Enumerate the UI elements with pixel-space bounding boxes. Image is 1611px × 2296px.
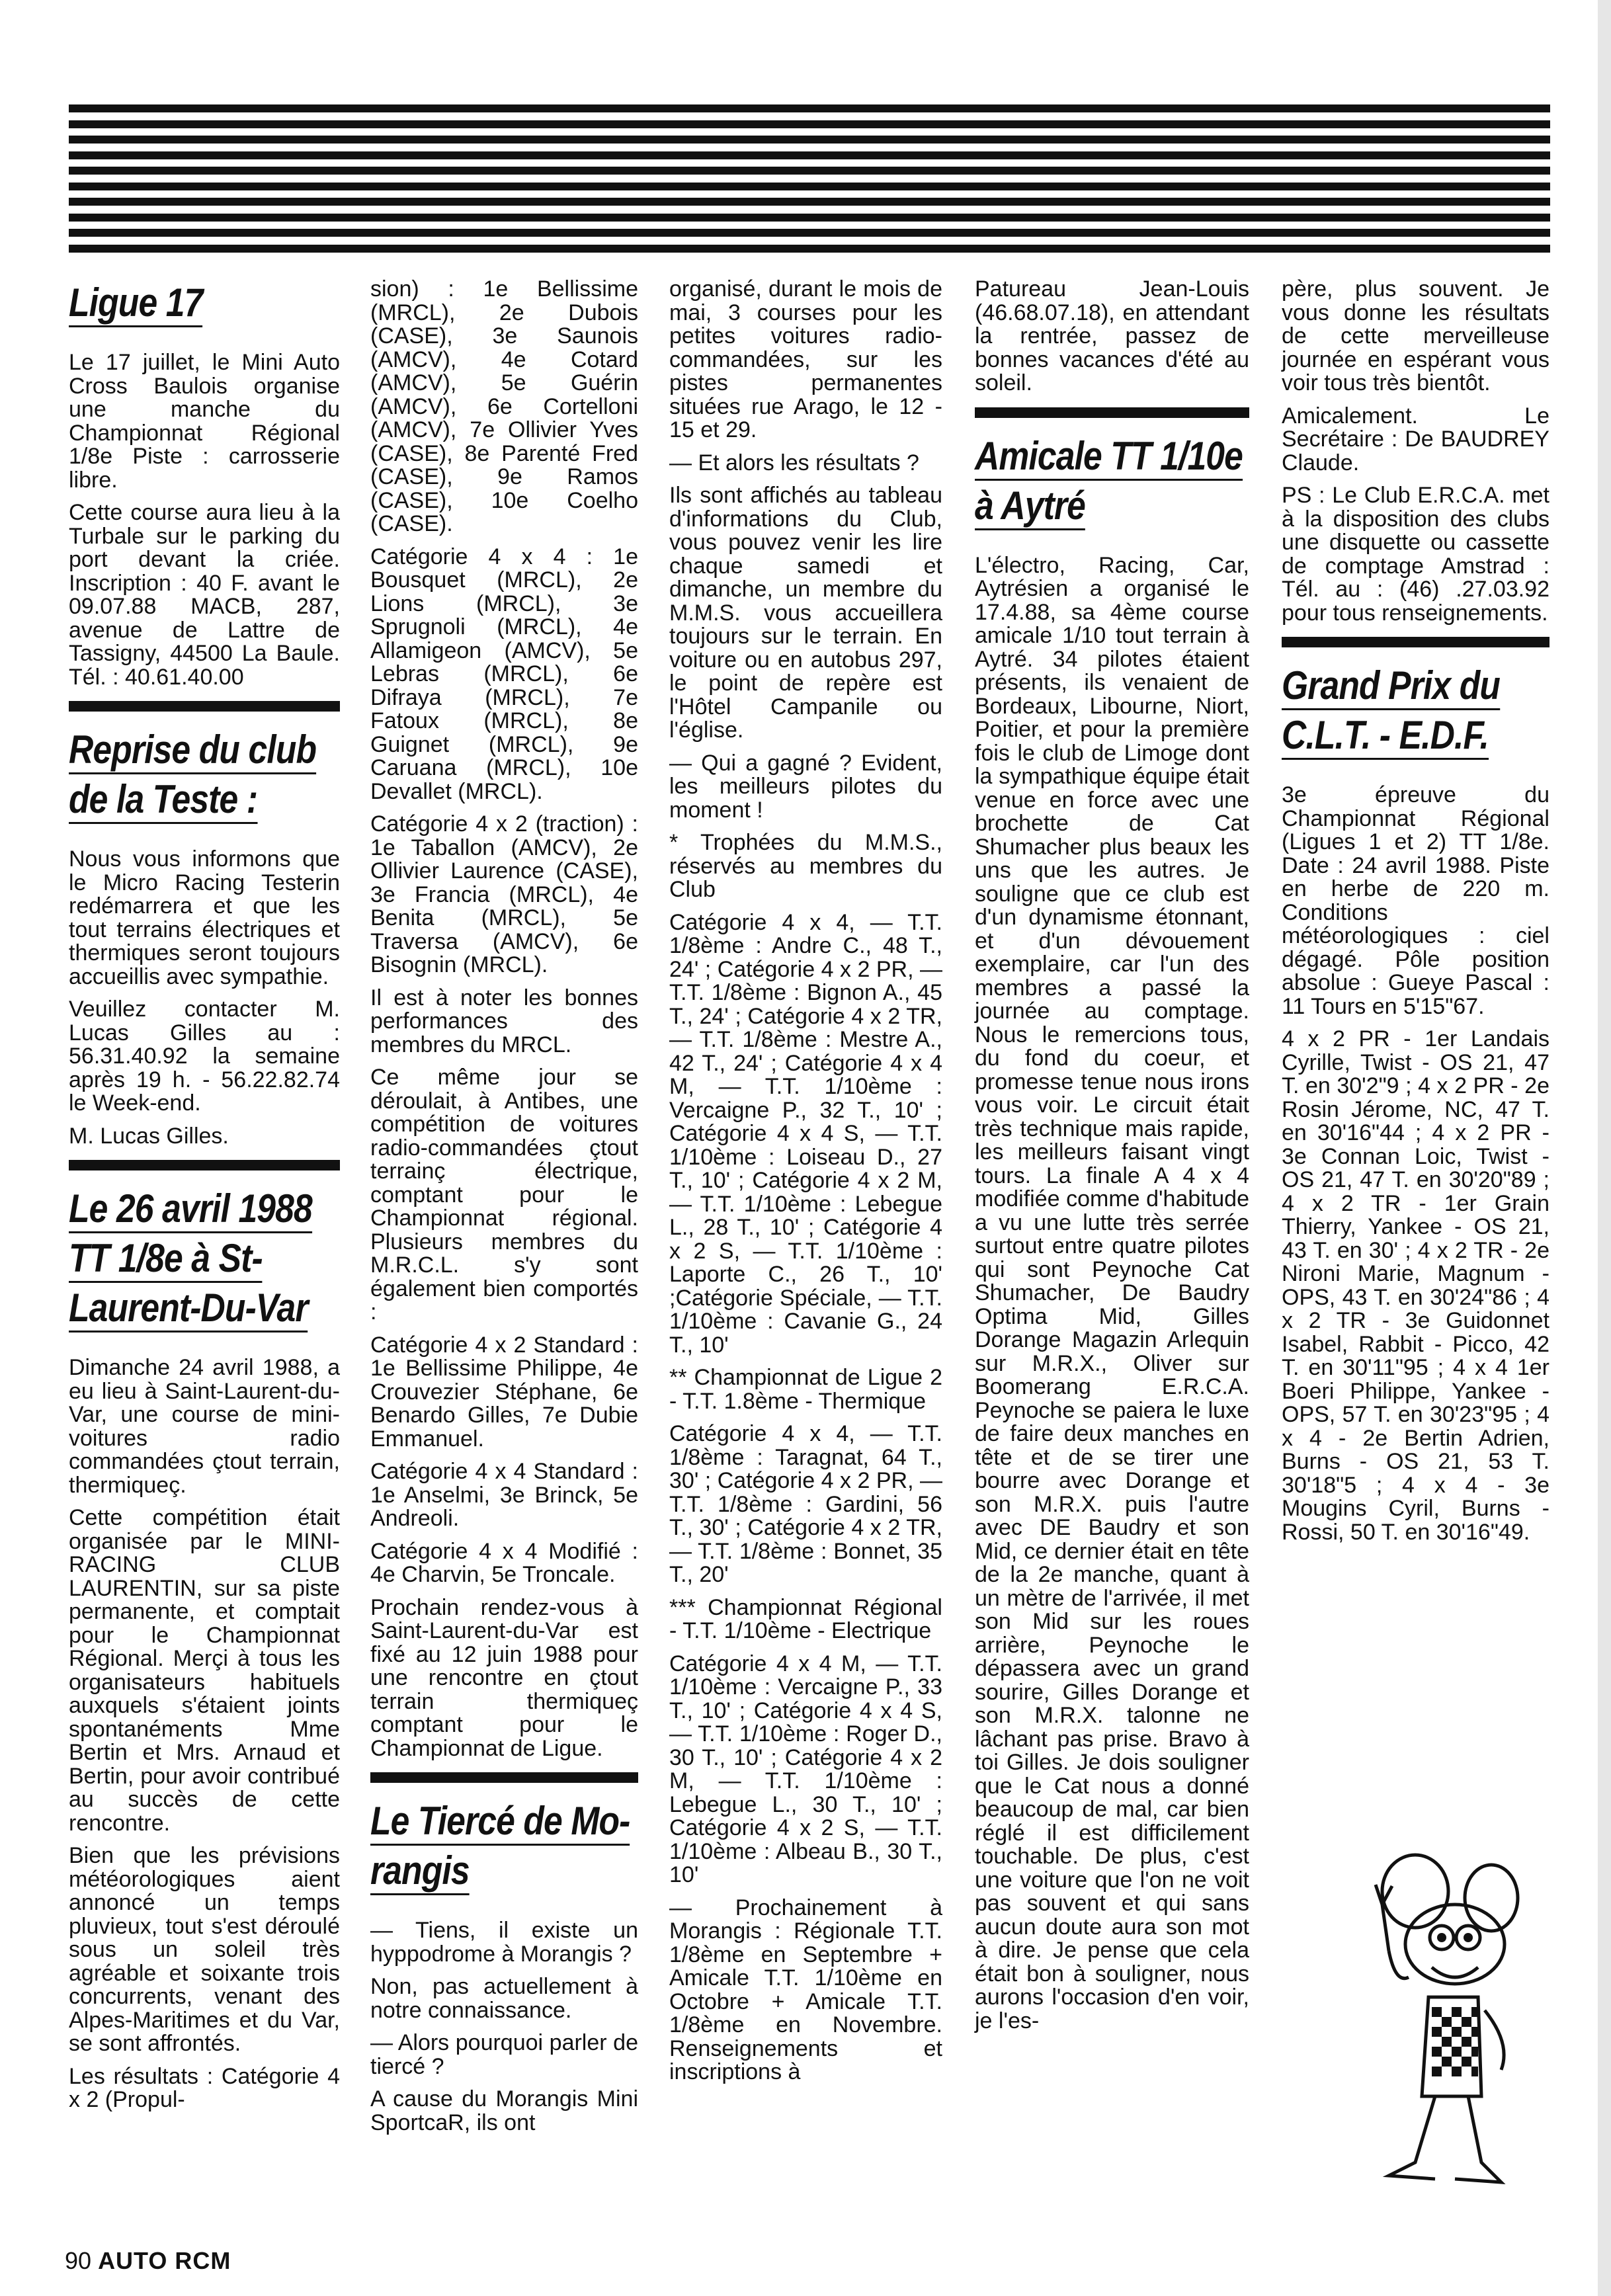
paragraph: Il est à noter les bonnes performances des membres du MRCL. bbox=[370, 985, 638, 1057]
magazine-name: AUTO RCM bbox=[98, 2247, 231, 2274]
paragraph: Ils sont affichés au tableau d'informations du Club, vous pouvez venir les lire chaque samedi et dimanche, un membre du M.M.S. vous accueillera toujours sur le terrain. En voiture ou en autobus 297, le point de repère est l'Hôtel Campanile ou l'église. bbox=[669, 483, 942, 743]
paragraph: Catégorie 4 x 4 M, — T.T. 1/10ème : Vercaigne P., 33 T., 10' ; Catégorie 4 x 4 S, — T.T. 1/10ème : Roger D., 30 T., 10' ; Catégorie 4 x 2 M, — T.T. 1/10ème : Lebegue L., 30 T., 10' ; Catégorie 4 x 2 S, — T.T. 1/10ème : Albeau B., 30 T., 10' bbox=[669, 1651, 942, 1887]
section-divider bbox=[1282, 637, 1549, 647]
mouse-mascot-illustration bbox=[1369, 1845, 1521, 2202]
paragraph: sion) : 1e Bellissime (MRCL), 2e Dubois (CASE), 3e Saunois (AMCV), 4e Cotard (AMCV), 5e Guérin (AMCV), 6e Cortelloni (AMCV), 7e Ollivier Yves (CASE), 8e Parenté Fred (CASE), 9e Ramos (CASE), 10e Coelho (CASE). bbox=[370, 276, 638, 536]
column-3 bbox=[669, 278, 942, 2094]
paragraph: Amicalement. Le Secrétaire : De BAUDREY Claude. bbox=[1282, 403, 1549, 475]
paragraph: * Trophées du M.M.S., réservés au membres du Club bbox=[669, 830, 942, 902]
paragraph: L'électro, Racing, Car, Aytrésien a organisé le 17.4.88, sa 4ème course amicale 1/10 tout terrain à Aytré. 34 pilotes étaient présents, ils venaient de Bordeaux, Libourne, Niort, Poitier, et pour la première fois le club de Limoge dont la sympathique équipe était venue en force avec une brochette de Cat Shumacher plus beaux les uns que les autres. Je souligne que ce club est d'un dynamisme étonnant, et d'un dévouement exemplaire, car l'un des membres a passé la journée au comptage. Nous le remercions tous, du fond du coeur, et promesse tenue nous irons vous voir. Le circuit était très technique mais rapide, les meilleurs faisant vingt tours. La finale A 4 x 4 modifiée comme d'habitude a vu une lutte très serrée surtout entre quatre pilotes qui sont Peynoche Cat Shumacher, De Baudry Optima Mid, Gilles Dorange Magazin Arlequin sur M.R.X., Oliver sur Boomerang E.R.C.A. Peynoche se paiera le luxe de faire deux manches en tête et de se tirer une bourre avec Dorange et son M.R.X. puis l'autre avec DE Baudry et son Mid, ce dernier était en tête de la 2e manche, quant à un mètre de l'arrivée, il met son Mid sur les roues arrière, Peynoche le dépassera avec un grand sourire, Gilles Dorange et son M.R.X. talonne ne lâchant pas prise. Bravo à toi Gilles. Je dois souligner que le Cat nous a donné beaucoup de mal, car bien réglé il est difficilement touchable. De plus, c'est une voiture que l'on ne voit pas souvent et qui sans aucun doute aura son mot à dire. Je pense que cela était bon à souligner, nous aurons l'occasion d'en voir, je l'es- bbox=[975, 552, 1249, 2033]
paragraph: Catégorie 4 x 4, — T.T. 1/8ème : Andre C., 48 T., 24' ; Catégorie 4 x 2 PR, — T.T. 1/8ème : Bignon A., 45 T., 24' ; Catégorie 4 x 2 TR, — T.T. 1/8ème : Mestre A., 42 T., 24' ; Catégorie 4 x 4 M, — T.T. 1/10ème : Vercaigne P., 32 T., 10' ; Catégorie 4 x 4 S, — T.T. 1/10ème : Loiseau D., 27 T., 10' ; Catégorie 4 x 2 M, — T.T. 1/10ème : Lebegue L., 28 T., 10' ; Catégorie 4 x 2 S, — T.T. 1/10ème : Laporte C., 26 T., 10' ;Catégorie Spéciale, — T.T. 1/10ème : Cavanie G., 24 T., 10' bbox=[669, 909, 942, 1358]
paragraph: Dimanche 24 avril 1988, a eu lieu à Saint-Laurent-du-Var, une course de mini-voitures radio commandées çtout terrain, thermiqueç. bbox=[69, 1355, 340, 1498]
column-1 bbox=[69, 278, 340, 2121]
section-divider bbox=[370, 1772, 638, 1783]
paragraph: Patureau Jean-Louis (46.68.07.18), en attendant la rentrée, passez de bonnes vacances d'été au soleil. bbox=[975, 276, 1249, 395]
heading-amicale-aytre: Amicale TT 1/10e à Aytré bbox=[975, 435, 1211, 530]
paragraph: Catégorie 4 x 2 (traction) : 1e Taballon (AMCV), 2e Ollivier Laurence (CASE), 3e Francia (MRCL), 4e Benita (MRCL), 5e Traversa (AMCV), 6e Bisognin (MRCL). bbox=[370, 811, 638, 977]
paragraph: PS : Le Club E.R.C.A. met à la disposition des clubs une disquette ou cassette de comptage Amstrad : Tél. au : (46) .27.03.92 pour tous renseignements. bbox=[1282, 483, 1549, 626]
paragraph: Non, pas actuellement à notre connaissance. bbox=[370, 1974, 638, 2023]
heading-tierce-morangis: Le Tiercé de Mo- rangis bbox=[370, 1800, 600, 1895]
paragraph: Ce même jour se déroulait, à Antibes, une compétition de voitures radio-commandées çtout terrainç électrique, comptant pour le Championnat régional. Plusieurs membres du M.R.C.L. s'y sont également bien comportés : bbox=[370, 1065, 638, 1325]
column-5 bbox=[1282, 278, 1549, 1553]
paragraph: Le 17 juillet, le Mini Auto Cross Baulois organise une manche du Championnat Régional 1/8e Piste : carrosserie libre. bbox=[69, 350, 340, 493]
paragraph: 3e épreuve du Championnat Régional (Ligues 1 et 2) TT 1/8e. Date : 24 avril 1988. Piste en herbe de 220 m. Conditions météorologiques : ciel dégagé. Pôle position absolue : Gueye Pascal : 11 Tours en 5'15"67. bbox=[1282, 782, 1549, 1019]
heading-reprise-club: Reprise du club de la Teste : bbox=[69, 729, 302, 824]
paragraph: Cette course aura lieu à la Turbale sur le parking du port devant la criée. Inscription : 40 F. avant le 09.07.88 MACB, 287, avenue de Lattre de Tassigny, 44500 La Baule. Tél. : 40.61.40.00 bbox=[69, 500, 340, 690]
page-number: 90 bbox=[65, 2247, 92, 2274]
section-divider bbox=[69, 701, 340, 712]
paragraph: Catégorie 4 x 4 Modifié : 4e Charvin, 5e Troncale. bbox=[370, 1538, 638, 1587]
paragraph: ** Championnat de Ligue 2 - T.T. 1.8ème - Thermique bbox=[669, 1365, 942, 1414]
paragraph: Les résultats : Catégorie 4 x 2 (Propul- bbox=[69, 2063, 340, 2112]
header-stripes bbox=[69, 104, 1550, 260]
section-divider bbox=[69, 1160, 340, 1170]
paragraph: — Prochainement à Morangis : Régionale T.T. 1/8ème en Septembre + Amicale T.T. 1/10ème en Octobre + Amicale T.T. 1/8ème en Novembre. Renseignements et inscriptions à bbox=[669, 1895, 942, 2084]
paragraph: Veuillez contacter M. Lucas Gilles au : 56.31.40.92 la semaine après 19 h. - 56.22.82.74 le Week-end. bbox=[69, 997, 340, 1116]
page-footer bbox=[65, 2247, 231, 2275]
paragraph: — Et alors les résultats ? bbox=[669, 450, 919, 475]
paragraph: Cette compétition était organisée par le MINI-RACING CLUB LAURENTIN, sur sa piste permanente, et comptait pour le Championnat Régional. Merçi à tous les organisateurs habituels auxquels s'étaient joints spontanéments Mme Bertin et Mrs. Arnaud et Bertin, pour avoir contribué au succès de cette rencontre. bbox=[69, 1505, 340, 1836]
section-divider bbox=[975, 407, 1249, 418]
paragraph: — Alors pourquoi parler de tiercé ? bbox=[370, 2030, 638, 2079]
paragraph: Catégorie 4 x 2 Standard : 1e Bellissime Philippe, 4e Crouvezier Stéphane, 6e Benardo Gilles, 7e Dubie Emmanuel. bbox=[370, 1332, 638, 1452]
paragraph: — Tiens, il existe un hyppodrome à Morangis ? bbox=[370, 1918, 638, 1967]
page-edge bbox=[1598, 0, 1611, 2296]
column-2 bbox=[370, 278, 638, 2144]
paragraph: Bien que les prévisions météorologiques aient annoncé un temps pluvieux, tout s'est déroulé sous un soleil très agréable et soixante trois concurrents, venant des Alpes-Maritimes et du Var, se sont affrontés. bbox=[69, 1843, 340, 2056]
paragraph: Prochain rendez-vous à Saint-Laurent-du-Var est fixé au 12 juin 1988 pour une rencontre en çtout terrain thermiqueç comptant pour le Championnat de Ligue. bbox=[370, 1594, 638, 1761]
paragraph: père, plus souvent. Je vous donne les résultats de cette merveilleuse journée en espérant vous voir tous très bientôt. bbox=[1282, 276, 1549, 395]
paragraph: 4 x 2 PR - 1er Landais Cyrille, Twist - OS 21, 47 T. en 30'2"9 ; 4 x 2 PR - 2e Rosin Jérome, NC, 47 T. en 30'16"44 ; 4 x 2 PR - 3e Connan Loic, Twist - OS 21, 47 T. en 30'20"89 ; 4 x 2 TR - 1er Grain Thierry, Yankee - OS 21, 43 T. en 30' ; 4 x 2 TR - 2e Nironi Marie, Magnum - OPS, 43 T. en 30'24"86 ; 4 x 2 TR - 3e Guidonnet Isabel, Rabbit - Picco, 42 T. en 30'11"95 ; 4 x 4 1er Boeri Philippe, Yankee - OPS, 57 T. en 30'23"95 ; 4 x 4 - 2e Bertin Adrien, Burns - OS 21, 53 T. 30'18"5 ; 4 x 4 - 3e Mougins Cyril, Burns - Rossi, 50 T. en 30'16"49. bbox=[1282, 1026, 1549, 1545]
heading-grand-prix: Grand Prix du C.L.T. - E.D.F. bbox=[1282, 665, 1512, 760]
paragraph: Nous vous informons que le Micro Racing Testerin redémarrera et que les tout terrains électriques et thermiques seront toujours accueillis avec sympathie. bbox=[69, 846, 340, 989]
paragraph: — Qui a gagné ? Evident, les meilleurs pilotes du moment ! bbox=[669, 750, 942, 823]
paragraph: Catégorie 4 x 4 : 1e Bousquet (MRCL), 2e Lions (MRCL), 3e Sprugnoli (MRCL), 4e Allamigeon (AMCV), 5e Lebras (MRCL), 6e Difraya (MRCL), 7e Fatoux (MRCL), 8e Guignet (MRCL), 9e Caruana (MRCL), 10e Devallet (MRCL). bbox=[370, 544, 638, 804]
paragraph: *** Championnat Régional - T.T. 1/10ème - Electrique bbox=[669, 1594, 942, 1643]
paragraph: Catégorie 4 x 4, — T.T. 1/8ème : Taragnat, 64 T., 30' ; Catégorie 4 x 2 PR, — T.T. 1/8ème : Gardini, 56 T., 30' ; Catégorie 4 x 2 TR, — T.T. 1/8ème : Bonnet, 35 T., 20' bbox=[669, 1421, 942, 1587]
heading-26-avril: Le 26 avril 1988 TT 1/8e à St- Laurent-Du-Var bbox=[69, 1188, 302, 1332]
paragraph: A cause du Morangis Mini SportcaR, ils ont bbox=[370, 2086, 638, 2135]
paragraph: organisé, durant le mois de mai, 3 courses pour les petites voitures radio-commandées, sur les pistes permanentes situées rue Arago, le 12 - 15 et 29. bbox=[669, 276, 942, 442]
column-4 bbox=[975, 278, 1249, 2042]
paragraph: Catégorie 4 x 4 Standard : 1e Anselmi, 3e Brinck, 5e Andreoli. bbox=[370, 1459, 638, 1531]
heading-ligue-17: Ligue 17 bbox=[69, 282, 302, 327]
signature: M. Lucas Gilles. bbox=[69, 1123, 229, 1149]
